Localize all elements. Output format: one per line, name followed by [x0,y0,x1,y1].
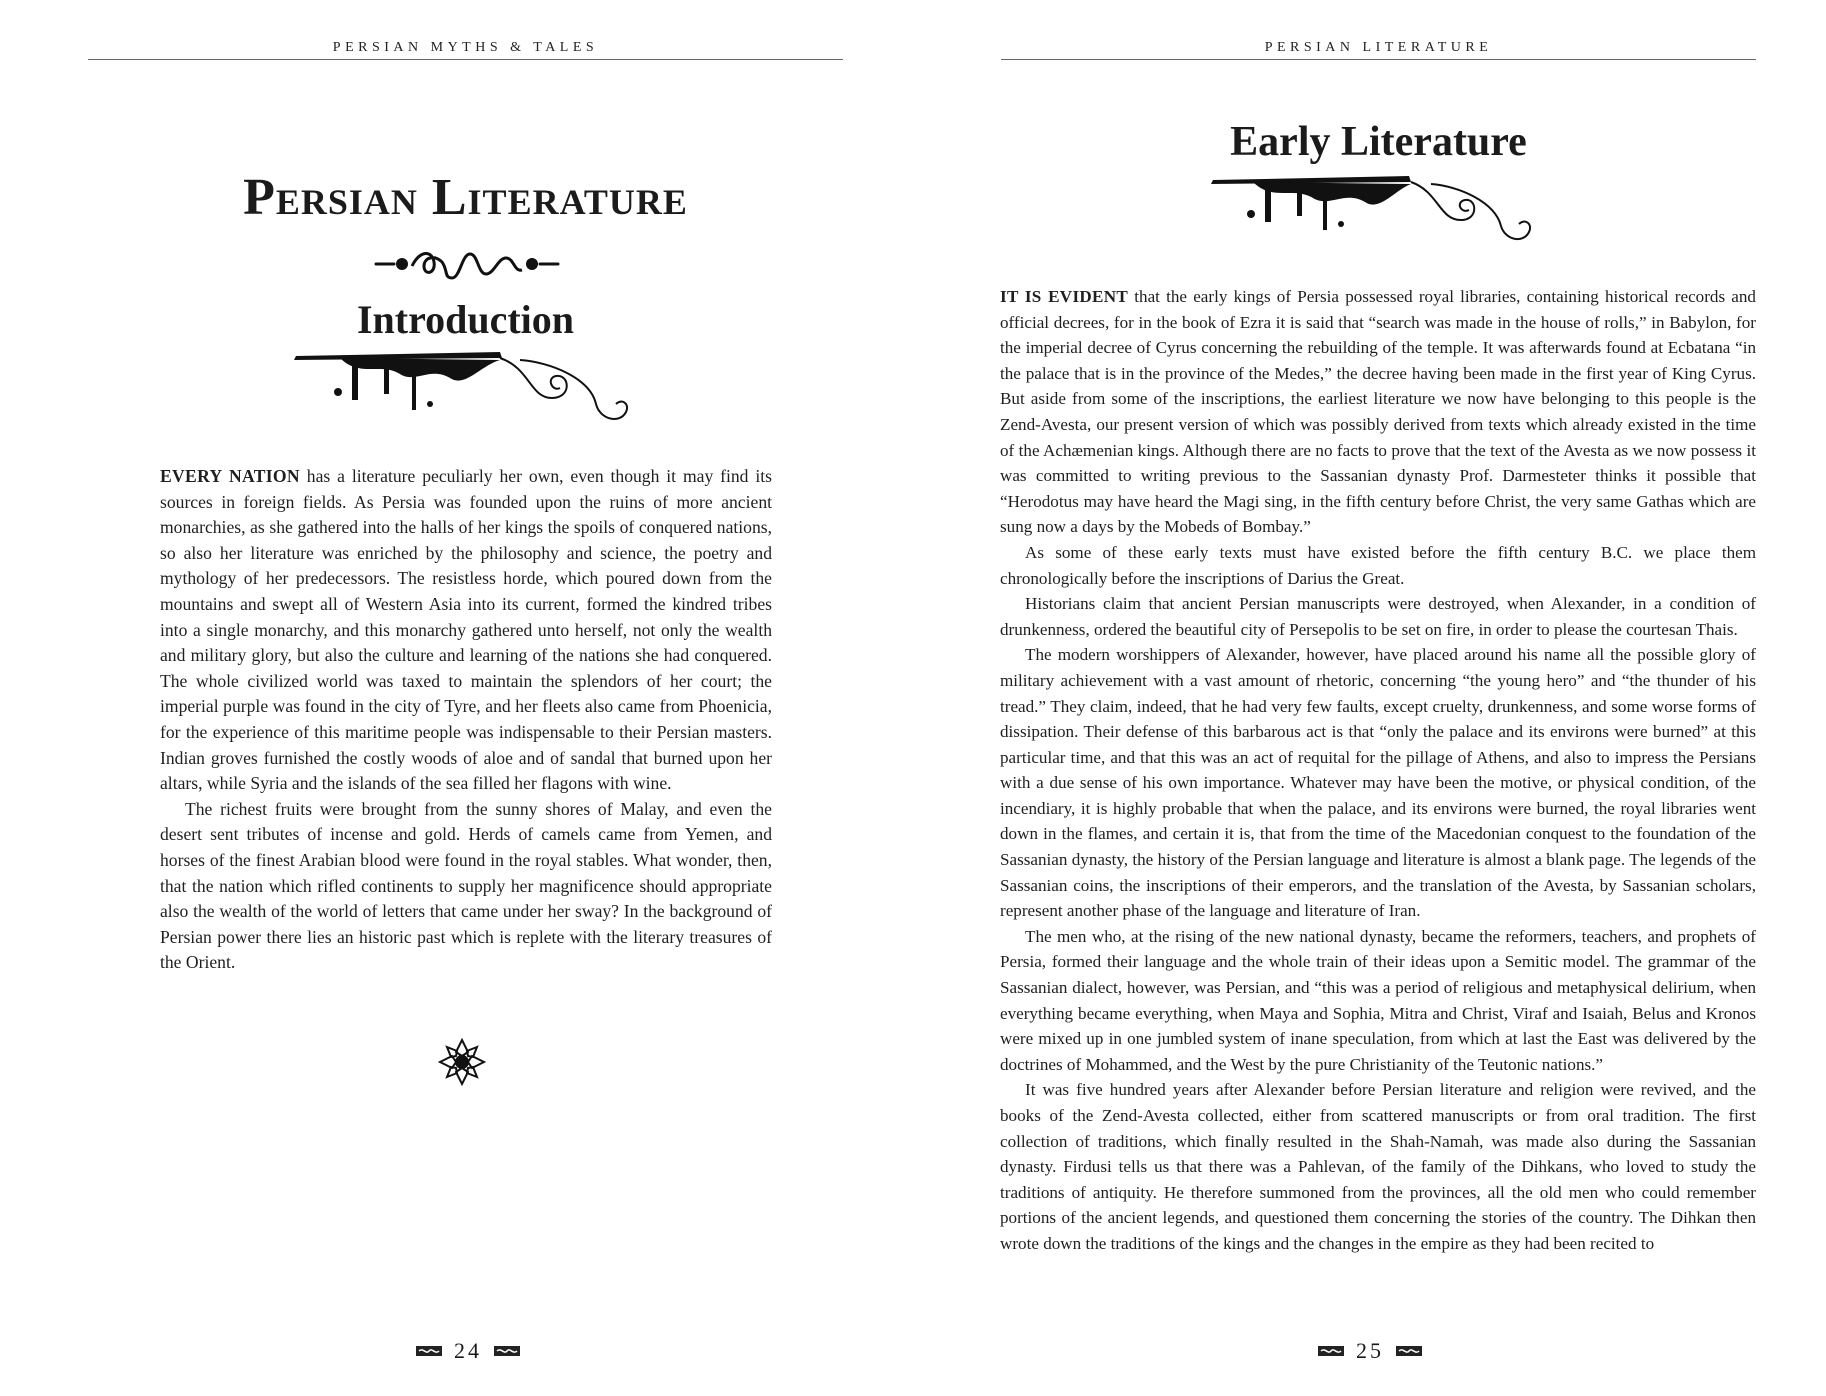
page-number-text: 24 [454,1338,482,1363]
folio-ornament-icon [1318,1345,1344,1357]
paragraph [160,464,772,797]
header-rule [88,59,843,60]
paragraph-text: has a literature peculiarly her own, even though it may find its sources in foreign fields. As Persia was founded upon the ruins of more ancient monarchies, as she gathered into the halls of her kings the spoils of conquered nations, so also her literature was enriched by the philosophy and science, the poetry and mythology of her predecessors. The resistless horde, which poured down from the mountains and swept all of Western Asia into its current, formed the kindred tribes into a single monarchy, and this monarchy gathered unto herself, not only the wealth and military glory, but also the culture and learning of the nations she had conquered. The whole civilized world was taxed to maintain the splendors of her court; the imperial purple was found in the city of Tyre, and her fleets also came from Phoenicia, for the experience of this maritime people was indispensable to their Persian masters. Indian groves furnished the costly woods of aloe and of sandal that burned upon her altars, while Syria and the islands of the sea filled her flagons with wine. [160,466,773,794]
paragraph-text: It was five hundred years after Alexander before Persian literature and religion were revived, and the books of the Zend-Avesta collected, either from scattered manuscripts or from oral tradition. The first collection of traditions, which finally resulted in the Shah-Namah, was made also during the Sassanian dynasty. Firdusi tells us that there was a Pahlevan, of the family of the Dihkans, who loved to study the traditions of antiquity. He therefore summoned from the provinces, all the old men who could remember portions of the ancient legends, and questioned them concerning the stories of the country. The Dihkan then wrote down the traditions of the kings and the changes in the empire as they had been recited to [1000,1080,1756,1253]
lead-in: EVERY NATION [160,466,300,486]
paragraph [1000,1077,1756,1256]
scroll-ornament-icon [372,244,562,284]
body-text [160,464,772,976]
folio-ornament-icon [416,1345,442,1357]
paragraph-text: that the early kings of Persia possessed royal libraries, containing historical records and official decrees, for in the book of Ezra it is said that “search was made in the house of rolls,” in Babylon, for the imperial decree of Cyrus concerning the rebuilding of the temple. It was afterwards found at Ecbatana “in the palace that is in the province of the Medes,” the decree having been made in the first year of King Cyrus. But aside from some of the inscriptions, the earliest literature we now have belonging to this people is the Zend-Avesta, our present version of which was possibly derived from texts which already existed in the time of the Achæmenian kings. Although there are no facts to prove that the text of the Avesta as we now possess it was committed to writing previous to the Sassanian dynasty Prof. Darmesteter thinks it possible that “Herodotus may have heard the Magi sing, in the fifth century before Christ, the very same Gathas which are sung now a days by the Mobeds of Bombay.” [1000,287,1756,537]
paragraph-text: As some of these early texts must have existed before the fifth century B.C. we place them chronologically before the inscriptions of Darius the Great. [1000,542,1756,588]
paragraph [1000,924,1756,1078]
running-head: PERSIAN LITERATURE [1264,40,1493,55]
paragraph-text: Historians claim that ancient Persian manuscripts were destroyed, when Alexander, in a condition of drunkenness, ordered the beautiful city of Persepolis to be set on fire, in order to please the courtesan Thais. [1000,594,1756,639]
chapter-title: Persian Literature [243,169,688,226]
paragraph [1000,642,1756,924]
page-number [416,1338,520,1364]
paragraph [1000,284,1756,540]
page-number [1318,1338,1422,1364]
lead-in: IT IS EVIDENT [1000,287,1129,306]
paragraph-text: The modern worshippers of Alexander, however, have placed around his name all the possible glory of military achievement with a vast amount of rhetoric, concerning “the young hero” and “the thunder of his tread.” They claim, indeed, that he had very few faults, except cruelty, drunkenness, and some worse forms of dissipation. Their defense of this barbarous act is that “only the palace and its environs were burned” at this particular time, and that this was an act of requital for the pillage of Athens, and also to impress the Persians with a due sense of his own importance. Whatever may have been the motive, or physical condition, of the incendiary, it is highly probable that when the palace, and its environs were burned, the royal libraries went down in the flames, and certain it is, that from the time of the Macedonian conquest to the foundation of the Sassanian dynasty, the history of the Persian language and literature is almost a blank page. The legends of the Sassanian coins, the inscriptions of their emperors, and the translation of the Avesta, by Sassanian scholars, represent another phase of the language and literature of Iran. [1000,645,1756,921]
header-rule [1001,59,1756,60]
right-page [913,0,1826,1396]
paragraph [1000,540,1756,591]
body-text [1000,284,1756,1257]
paragraph [160,797,772,976]
paragraph [1000,591,1756,642]
paragraph-text: The richest fruits were brought from the sunny shores of Malay, and even the desert sent tributes of incense and gold. Herds of camels came from Yemen, and horses of the finest Arabian blood were found in the royal stables. What wonder, then, that the nation which rifled continents to supply her magnificence should appropriate also the wealth of the world of letters that came under her sway? In the background of Persian power there lies an historic past which is replete with the literary treasures of the Orient. [160,798,772,973]
section-title: Introduction [356,297,575,342]
paragraph-text: The men who, at the rising of the new national dynasty, became the reformers, teachers, and prophets of Persia, formed their language and the whole train of their ideas upon a Semitic model. The grammar of the Sassanian dialect, however, was Persian, and “this was a period of religious and metaphysical delirium, when everything became everything, when Maya and Sophia, Mitra and Christ, Viraf and Isaiah, Belus and Kronos were mixed up in one jumbled system of inane speculation, from which at last the East was delivered by the doctrines of Mohammed, and the West by the pure Christianity of the Teutonic nations.” [1000,926,1756,1074]
folio-ornament-icon [1396,1345,1422,1357]
ink-splash-divider-icon [290,348,650,428]
ink-splash-divider-icon [1209,172,1549,252]
folio-ornament-icon [494,1345,520,1357]
running-head: PERSIAN MYTHS & TALES [332,40,599,55]
rosette-ornament-icon [438,1038,486,1086]
page-number-text: 25 [1356,1338,1384,1363]
section-title: Early Literature [1230,119,1527,165]
